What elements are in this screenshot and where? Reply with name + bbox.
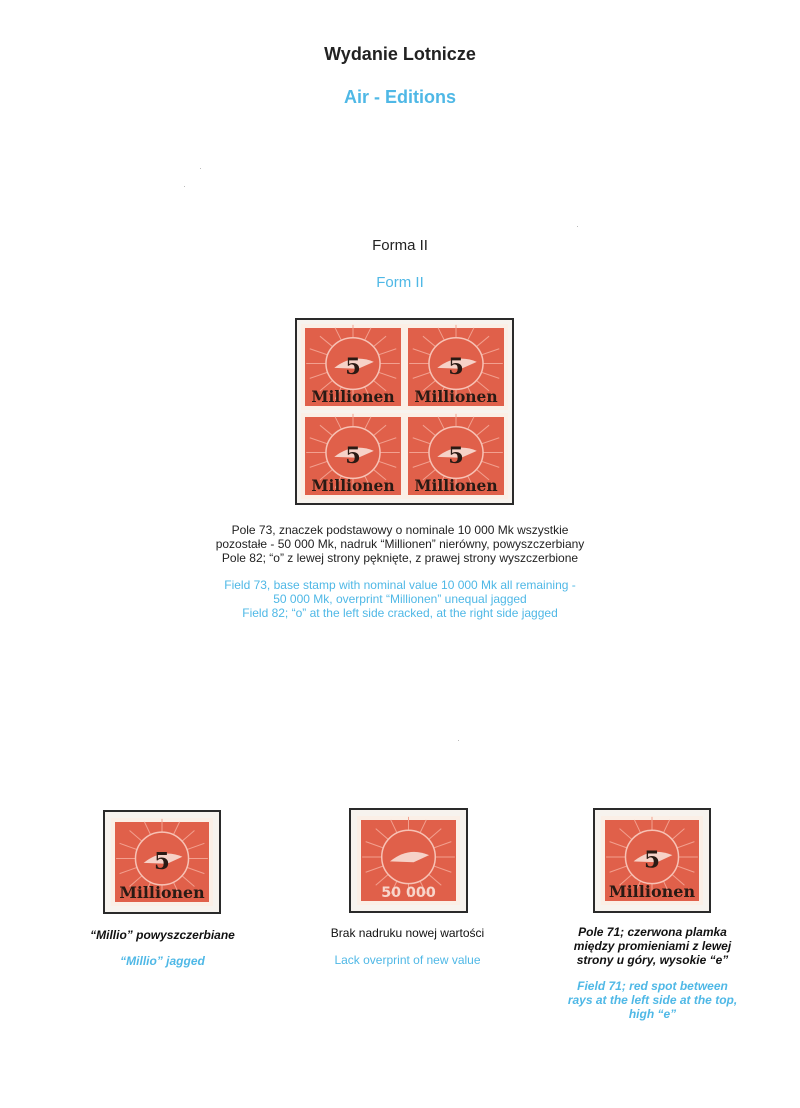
variant-stamp-2-image xyxy=(351,810,466,911)
desc-en-line: Field 73, base stamp with nominal value 10 000 Mk all remaining - xyxy=(224,578,576,592)
variant-stamp-1-image xyxy=(105,812,219,912)
block-stamp-4 xyxy=(404,413,508,499)
base-value: 50 000 xyxy=(381,885,436,901)
desc-pl-line: Pole 82; “o” z lewej strony pęknięte, z prawej strony wyszczerbione xyxy=(221,551,579,565)
overprint-word: Millionen xyxy=(608,882,696,901)
variant-3-caption-en xyxy=(555,979,750,1021)
block-description-en xyxy=(150,578,650,620)
overprint-word: Millionen xyxy=(414,387,498,406)
variant-stamp-red-spot xyxy=(593,808,711,913)
variant-3-caption-pl xyxy=(555,925,750,967)
overprint-value: 5 xyxy=(643,846,661,874)
variant-stamp-millio-jagged xyxy=(103,810,221,914)
scan-speck xyxy=(184,186,185,187)
scan-speck xyxy=(577,226,578,227)
variant-3-pl-line: między promieniami z lewej xyxy=(573,939,732,953)
variant-stamp-1-art xyxy=(111,818,213,906)
variant-stamp-3-image xyxy=(595,810,709,911)
desc-en-line: 50 000 Mk, overprint “Millionen” unequal jagged xyxy=(273,592,527,606)
overprint-value: 5 xyxy=(345,442,361,469)
variant-2-caption-en: Lack overprint of new value xyxy=(334,953,481,967)
page-title-pl: Wydanie Lotnicze xyxy=(324,44,476,64)
variant-3-pl-line: strony u góry, wysokie “e” xyxy=(576,953,729,967)
overprint-word: Millionen xyxy=(119,883,205,902)
overprint-value: 5 xyxy=(154,849,170,876)
scan-speck xyxy=(200,168,201,169)
scan-speck xyxy=(458,740,459,741)
variant-3-en-line: high “e” xyxy=(628,1007,677,1021)
stamp-block-of-four xyxy=(295,318,514,505)
desc-pl-line: pozostałe - 50 000 Mk, nadruk “Millionen” nierówny, powyszczerbiany xyxy=(215,537,585,551)
desc-en-line: Field 82; “o” at the left side cracked, at the right side jagged xyxy=(242,606,558,620)
variant-3-pl-line: Pole 71; czerwona plamka xyxy=(578,925,727,939)
variant-1-caption-en: “Millio” jagged xyxy=(120,954,205,968)
overprint-value: 5 xyxy=(448,353,464,380)
variant-stamp-no-overprint xyxy=(349,808,468,913)
overprint-word: Millionen xyxy=(311,476,395,495)
desc-pl-line: Pole 73, znaczek podstawowy o nominale 10 000 Mk wszystkie xyxy=(231,523,569,537)
block-stamp-1 xyxy=(301,324,405,410)
variant-3-en-line: Field 71; red spot between xyxy=(577,979,728,993)
form-title-pl: Forma II xyxy=(372,237,428,254)
stamp-block-image xyxy=(297,320,512,503)
variant-3-en-line: rays at the left side at the top, xyxy=(567,993,738,1007)
variant-stamp-2-art xyxy=(357,816,460,905)
overprint-word: Millionen xyxy=(311,387,395,406)
block-stamp-2 xyxy=(404,324,508,410)
variant-1-caption-pl: “Millio” powyszczerbiane xyxy=(90,928,235,942)
overprint-value: 5 xyxy=(345,353,361,380)
page-title-en: Air - Editions xyxy=(344,87,456,107)
overprint-value: 5 xyxy=(448,442,464,469)
form-title-en: Form II xyxy=(376,274,424,291)
variant-stamp-3-art xyxy=(601,816,703,905)
block-stamp-3 xyxy=(301,413,405,499)
overprint-word: Millionen xyxy=(414,476,498,495)
variant-2-caption-pl: Brak nadruku nowej wartości xyxy=(330,926,485,940)
block-description-pl xyxy=(150,523,650,565)
